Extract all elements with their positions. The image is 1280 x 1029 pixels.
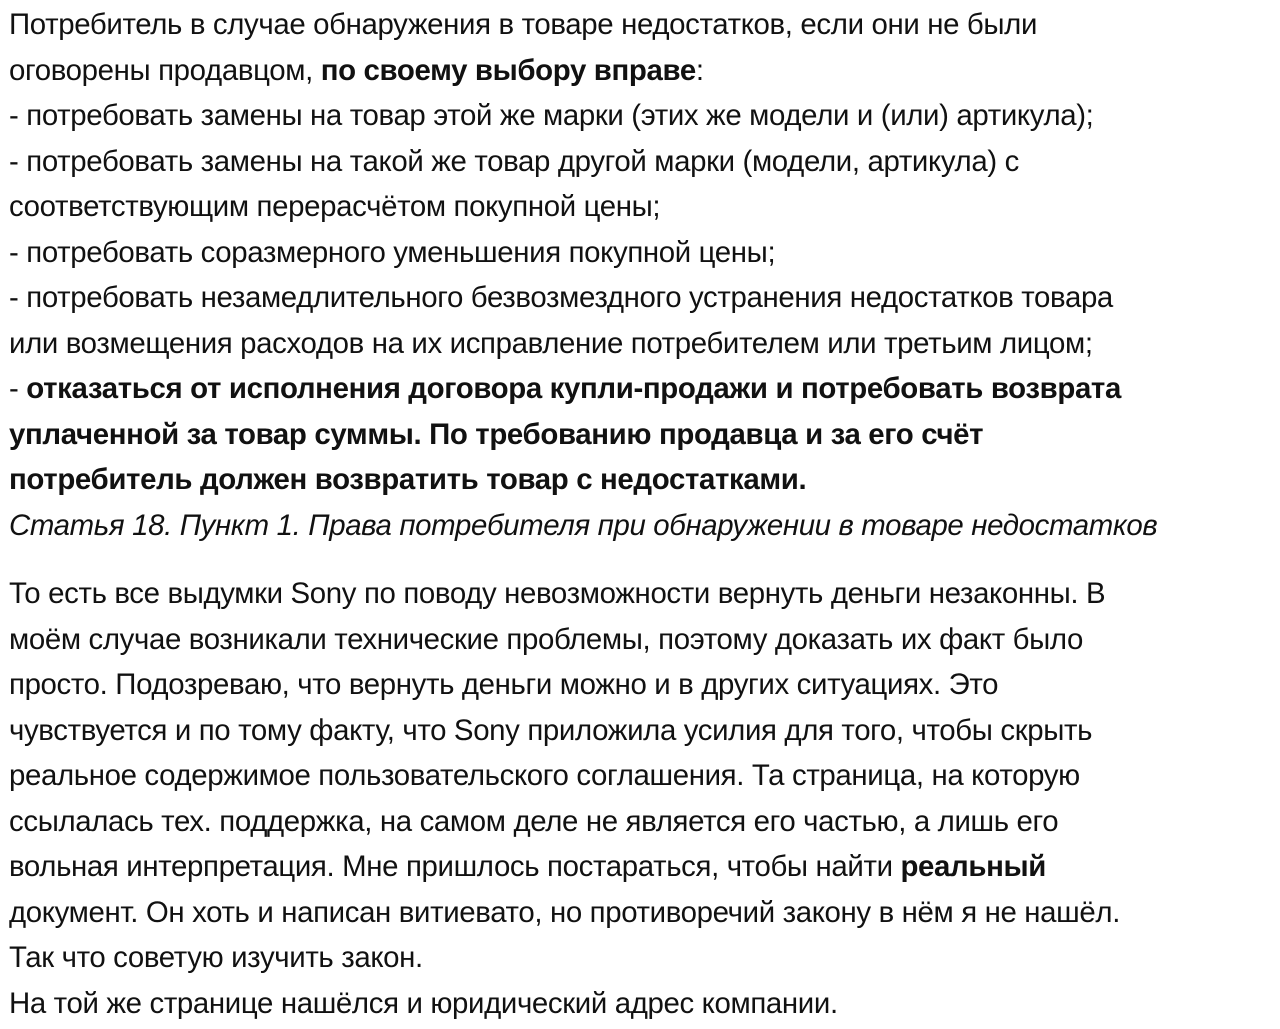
text-span: или возмещения расходов на их исправление потребителем или третьим лицом; bbox=[9, 326, 1093, 360]
body-line bbox=[9, 662, 1280, 708]
commentary-paragraph bbox=[9, 571, 1280, 1026]
text-span: То есть все выдумки Sony по поводу невозможности вернуть деньги незаконны. В bbox=[9, 577, 1106, 610]
text-span: ссылалась тех. поддержка, на самом деле не является его частью, а лишь его bbox=[9, 804, 1059, 838]
text-span: оговорены продавцом, bbox=[9, 53, 321, 87]
paragraph-spacer bbox=[9, 548, 1280, 571]
text-span: На той же странице нашёлся и юридический адрес компании. bbox=[9, 986, 838, 1020]
quote-line bbox=[9, 139, 1280, 185]
bold-text-span: отказаться от исполнения договора купли-продажи и потребовать возврата bbox=[26, 372, 1121, 405]
bold-text-span: уплаченной за товар суммы. По требованию продавца и за его счёт bbox=[9, 417, 984, 451]
quote-line bbox=[9, 230, 1280, 276]
body-line bbox=[9, 753, 1280, 799]
quote-line bbox=[9, 2, 1280, 48]
text-span: соответствующим перерасчётом покупной цены; bbox=[9, 190, 661, 223]
body-line bbox=[9, 890, 1280, 936]
quote-line bbox=[9, 457, 1280, 503]
quote-line bbox=[9, 48, 1280, 94]
text-span: чувствуется и по тому факту, что Sony приложила усилия для того, чтобы скрыть bbox=[9, 713, 1093, 747]
quote-line bbox=[9, 93, 1280, 139]
text-span: вольная интерпретация. Мне пришлось постараться, чтобы найти bbox=[9, 850, 901, 883]
quote-line bbox=[9, 412, 1280, 458]
body-line bbox=[9, 571, 1280, 617]
text-span: Потребитель в случае обнаружения в товаре недостатков, если они не были bbox=[9, 8, 1038, 41]
body-line bbox=[9, 708, 1280, 754]
text-span: реальное содержимое пользовательского соглашения. Та страница, на которую bbox=[9, 759, 1080, 792]
law-citation: Статья 18. Пункт 1. Права потребителя при обнаружении в товаре недостатков bbox=[9, 508, 1158, 542]
body-line bbox=[9, 799, 1280, 845]
quote-line bbox=[9, 321, 1280, 367]
quote-line bbox=[9, 366, 1280, 412]
text-span: моём случае возникали технические проблемы, поэтому доказать их факт было bbox=[9, 622, 1084, 656]
body-line bbox=[9, 617, 1280, 663]
body-line bbox=[9, 935, 1280, 981]
text-span: - потребовать незамедлительного безвозмездного устранения недостатков товара bbox=[9, 281, 1113, 314]
quote-line bbox=[9, 275, 1280, 321]
text-span: - потребовать соразмерного уменьшения покупной цены; bbox=[9, 235, 776, 269]
text-span: просто. Подозреваю, что вернуть деньги можно и в других ситуациях. Это bbox=[9, 668, 999, 701]
text-span: документ. Он хоть и написан витиевато, но противоречий закону в нём я не нашёл. bbox=[9, 895, 1121, 929]
bold-text-span: по своему выбору вправе bbox=[320, 53, 696, 87]
text-span: : bbox=[695, 53, 704, 87]
quote-line bbox=[9, 184, 1280, 230]
text-span: - bbox=[9, 372, 27, 405]
bold-text-span: потребитель должен возвратить товар с недостатками. bbox=[9, 463, 807, 496]
body-line bbox=[9, 844, 1280, 890]
text-span: - потребовать замены на такой же товар другой марки (модели, артикула) с bbox=[9, 144, 1019, 178]
bold-text-span: реальный bbox=[900, 850, 1046, 883]
law-quote-block bbox=[9, 2, 1280, 503]
body-line bbox=[9, 981, 1280, 1027]
text-span: - потребовать замены на товар этой же марки (этих же модели и (или) артикула); bbox=[9, 99, 1094, 132]
text-span: Так что советую изучить закон. bbox=[9, 941, 423, 974]
